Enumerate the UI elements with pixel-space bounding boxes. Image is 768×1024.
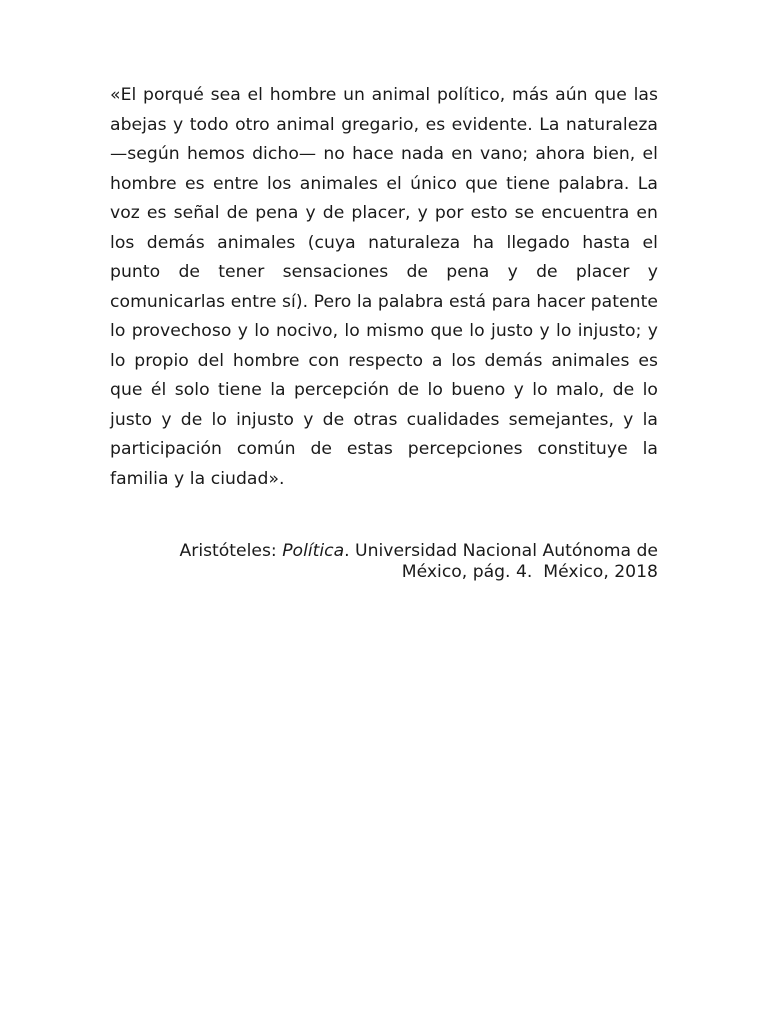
citation <box>110 541 658 583</box>
citation-line-2: México, pág. 4. México, 2018 <box>401 562 658 582</box>
quote-text: «El porqué sea el hombre un animal político, más aún que las abejas y todo otro animal gregario, es evidente. La naturaleza —según hemos dicho— no hace nada en vano; ahora bien, el hombre es entre los animales el único que tiene palabra. La voz es señal de pena y de placer, y por esto se encuentra en los demás animales (cuya naturaleza ha llegado hasta el punto de tener sensaciones de pena y de placer y comunicarlas entre sí). Pero la palabra está para hacer patente lo provechoso y lo nocivo, lo mismo que lo justo y lo injusto; y lo propio del hombre con respecto a los demás animales es que él solo tiene la percepción de lo bueno y lo malo, de lo justo y de lo injusto y de otras cualidades semejantes, y la participación común de estas percepciones constituye la familia y la ciudad». <box>110 85 658 489</box>
citation-line-1 <box>110 541 658 562</box>
citation-publisher: . Universidad Nacional Autónoma de <box>344 541 658 561</box>
citation-work-title: Política <box>282 541 345 561</box>
citation-author: Aristóteles: <box>179 541 283 561</box>
